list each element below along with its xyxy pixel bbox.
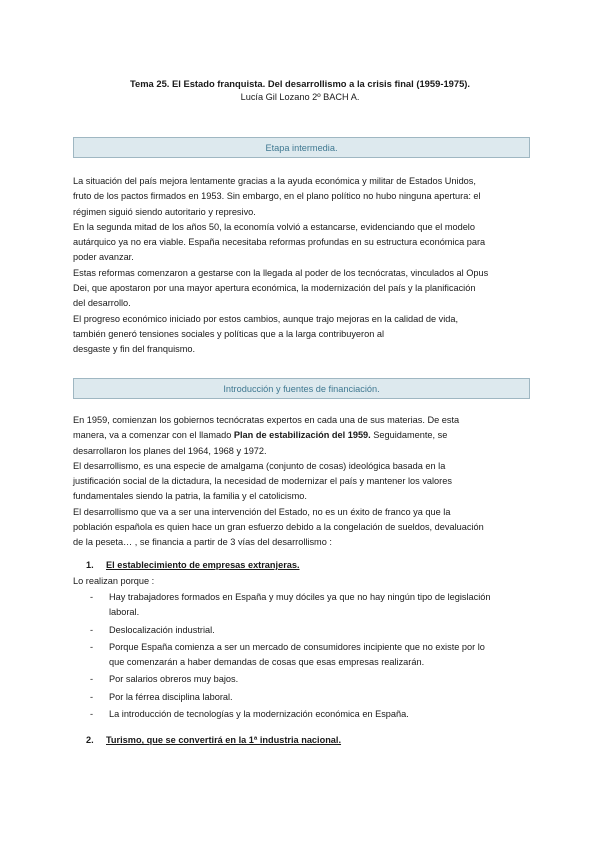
paragraph-line: de la peseta… , se financia a partir de 3 vías del desarrollismo :: [73, 537, 332, 548]
list-item: [90, 640, 530, 671]
paragraph-line: El desarrollismo que va a ser una intervención del Estado, no es un éxito de franco ya que la: [73, 506, 451, 517]
paragraph-line: En 1959, comienzan los gobiernos tecnócratas expertos en cada una de sus materias. De esta: [73, 415, 460, 425]
paragraph-line: población española es quien hace un gran esfuerzo debido a la congelación de sueldos, devaluación: [73, 522, 484, 533]
dash-bullet: -: [90, 709, 94, 720]
text-run: Seguidamente, se: [370, 430, 448, 441]
numbered-item-label: El establecimiento de empresas extranjeras.: [106, 560, 300, 570]
paragraph-line: poder avanzar.: [73, 252, 134, 263]
paragraph-line: fundamentales siendo la patria, la familia y el catolicismo.: [73, 491, 307, 502]
paragraph-line: Dei, que apostaron por una mayor apertura económica, la modernización del país y la planificación: [73, 283, 476, 294]
section-etapa-intermedia-text: [73, 174, 533, 358]
dash-bullet: -: [90, 641, 94, 652]
paragraph-line: justificación social de la dictadura, la necesidad de modernizar el país y mantener los valores: [73, 476, 452, 487]
list-item-line: La introducción de tecnologías y la modernización económica en España.: [109, 709, 409, 720]
paragraph-line: autárquico ya no era viable. España necesitaba reformas profundas en su estructura económica para: [73, 237, 486, 248]
list-item-line: Porque España comienza a ser un mercado de consumidores incipiente que no existe por lo: [109, 641, 485, 652]
paragraph-line: [73, 428, 533, 443]
list-number: 2.: [86, 735, 94, 745]
dash-bullet: -: [90, 624, 94, 635]
section-heading-introduccion: Introducción y fuentes de financiación.: [73, 378, 530, 399]
bullet-list: [90, 590, 530, 722]
list-item-line: que comenzarán a haber demandas de cosas que esas empresas realizarán.: [109, 657, 425, 668]
numbered-item-label: Turismo, que se convertirá en la 1ª industria nacional.: [106, 735, 342, 745]
dash-bullet: -: [90, 592, 94, 602]
list-item: [90, 690, 530, 705]
section-heading-etapa-intermedia: Etapa intermedia.: [73, 137, 530, 158]
list-item-line: Por la férrea disciplina laboral.: [109, 691, 233, 702]
paragraph-line: también generó tensiones sociales y políticas que a la larga contribuyeron al: [73, 328, 385, 339]
list-item-line: Hay trabajadores formados en España y muy dóciles ya que no hay ningún tipo de legislación: [109, 592, 491, 602]
section-introduccion-text: [73, 413, 533, 551]
paragraph-line: El desarrollismo, es una especie de amalgama (conjunto de cosas) ideológica basada en la: [73, 460, 446, 471]
list-item: [90, 623, 530, 638]
list-number: 1.: [86, 560, 94, 570]
paragraph-line: del desarrollo.: [73, 298, 131, 309]
paragraph-line: desgaste y fin del franquismo.: [73, 344, 196, 355]
list-item-line: Por salarios obreros muy bajos.: [109, 674, 239, 685]
paragraph-line: régimen siguió siendo autoritario y represivo.: [73, 206, 256, 217]
paragraph-line: La situación del país mejora lentamente gracias a la ayuda económica y militar de Estados Unidos,: [73, 176, 476, 186]
document-title: Tema 25. El Estado franquista. Del desarrollismo a la crisis final (1959-1975).: [129, 78, 471, 89]
text-run: manera, va a comenzar con el llamado: [73, 430, 234, 441]
list-item: [90, 707, 530, 722]
list-item: [90, 590, 530, 621]
list-item-line: Deslocalización industrial.: [109, 624, 215, 635]
dash-bullet: -: [90, 674, 94, 685]
list-item: [90, 672, 530, 687]
dash-bullet: -: [90, 691, 94, 702]
document-author: Lucía Gil Lozano 2º BACH A.: [240, 92, 360, 102]
list-item-line: laboral.: [109, 607, 140, 618]
paragraph-line: Estas reformas comenzaron a gestarse con la llegada al poder de los tecnócratas, vinculados al Opus: [73, 267, 489, 278]
paragraph-line: El progreso económico iniciado por estos cambios, aunque trajo mejoras en la calidad de vida,: [73, 313, 459, 324]
paragraph-line: En la segunda mitad de los años 50, la economía volvió a estancarse, evidenciando que el modelo: [73, 221, 475, 232]
paragraph-line: fruto de los pactos firmados en 1953. Sin embargo, en el plano político no hubo ninguna apertura: el: [73, 191, 481, 202]
list-intro: Lo realizan porque :: [73, 576, 155, 586]
numbered-item-empresas: [86, 560, 300, 570]
numbered-item-turismo: [86, 735, 342, 745]
paragraph-line: desarrollaron los planes del 1964, 1968 y 1972.: [73, 445, 267, 456]
plan-estabilizacion-bold: Plan de estabilización del 1959.: [233, 430, 371, 441]
